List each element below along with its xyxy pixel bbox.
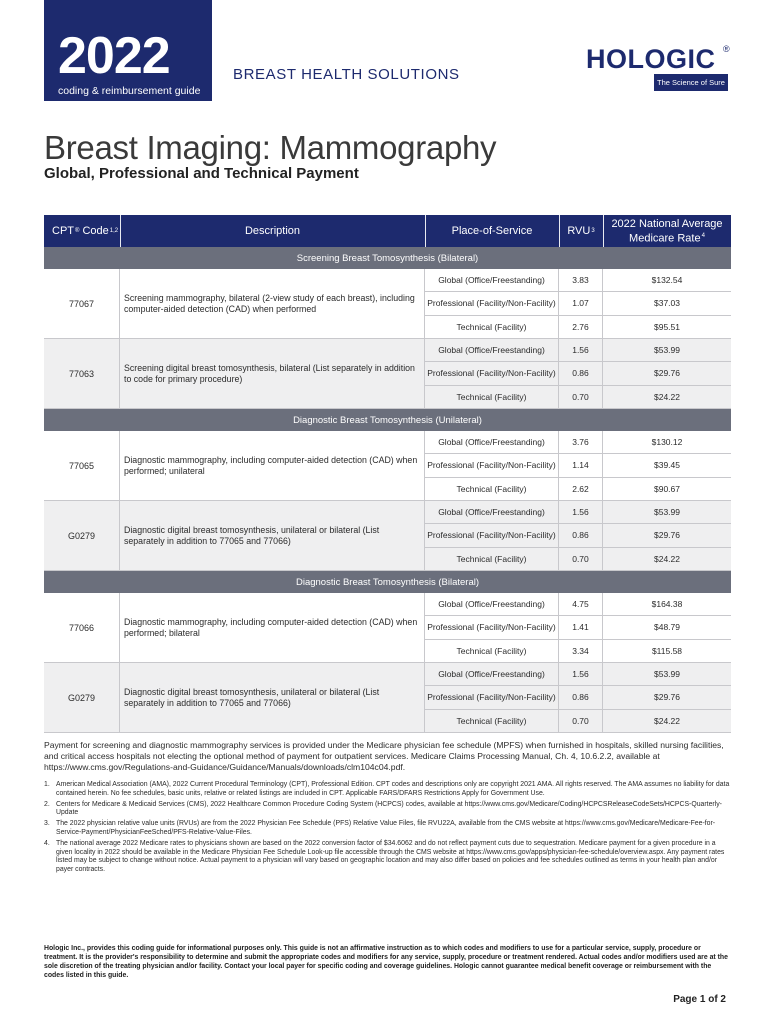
code-description: Diagnostic mammography, including computer-aided detection (CAD) when performed; unilateral [120,431,425,501]
table-row [425,593,731,616]
medicare-rate: $29.76 [654,368,680,379]
code-description: Diagnostic digital breast tomosynthesis, unilateral or bilateral (List separately in addition to 77065 and 77066) [120,501,425,571]
table-row [425,616,731,639]
footnote: 3. The 2022 physician relative value units (RVUs) are from the 2022 Physician Fee Schedule (PFS) Relative Value Files, file RVU22A, available from the CMS website at https://www.cms.gov/Medicare/Medicare-Fee-for-Service-Payment/PhysicianFeeSched/PFS-Relative-Value-Files. [44,820,716,836]
rvu-value: 1.56 [559,501,603,523]
hologic-logo [586,44,731,92]
page-title: Breast Imaging: Mammography [44,129,497,166]
section-heading: Diagnostic Breast Tomosynthesis (Bilateral) [44,571,731,593]
rvu-value: 2.76 [559,316,603,339]
place-of-service: Professional (Facility/Non-Facility) [425,686,559,708]
table-row [425,501,731,524]
header-rvu: RVU 3 [567,225,595,237]
place-of-service: Technical (Facility) [425,710,559,733]
cpt-code: 77063 [44,339,120,409]
header-divider [425,215,426,247]
place-of-service: Global (Office/Freestanding) [425,663,559,685]
table-row [425,292,731,315]
table-row [425,386,731,409]
place-of-service: Global (Office/Freestanding) [425,269,559,291]
table-row [425,478,731,501]
payment-rows [425,593,731,663]
place-of-service: Technical (Facility) [425,640,559,663]
medicare-rate: $39.45 [654,460,680,471]
page-number: Page 1 of 2 [673,994,726,1005]
payment-rows [425,339,731,409]
table-row [425,663,731,686]
code-description: Diagnostic mammography, including computer-aided detection (CAD) when performed; bilateral [120,593,425,663]
rvu-value: 3.34 [559,640,603,663]
cpt-code: G0279 [44,501,120,571]
code-description: Screening digital breast tomosynthesis, bilateral (List separately in addition to code for primary procedure) [120,339,425,409]
place-of-service: Technical (Facility) [425,386,559,409]
payment-table [44,215,731,733]
payment-rows [425,269,731,339]
medicare-rate: $132.54 [651,275,683,286]
rvu-value: 1.07 [559,292,603,314]
footnote: 4. The national average 2022 Medicare rates to physicians shown are based on the 2022 conversion factor of $34.6062 and do not reflect payment cuts due to sequestration. Medicare payment for a given procedure in a given locality in 2022 should be available in the Medicare Physician Fee Schedule Look-up file accessible through the CMS website at https://www.cms.gov/apps/physician-fee-schedule/overview.aspx. Any payment rates listed may be subject to change without notice. Actual payment to a physician will vary based on geographic location and may also differ based on policies and fee schedules outlined as terms in your health plan and/or payer contracts. [44,839,725,874]
table-row [425,640,731,663]
code-group [44,663,731,733]
place-of-service: Global (Office/Freestanding) [425,339,559,361]
medicare-rate: $53.99 [654,669,680,680]
medicare-rate: $29.76 [654,530,680,541]
page-subtitle: Global, Professional and Technical Payment [44,165,359,182]
place-of-service: Professional (Facility/Non-Facility) [425,616,559,638]
medicare-rate: $95.51 [654,322,680,333]
table-row [425,269,731,292]
payment-rows [425,501,731,571]
rvu-value: 1.56 [559,663,603,685]
medicare-rate: $37.03 [654,298,680,309]
logo-registered-mark: ® [723,44,730,54]
rvu-value: 0.86 [559,524,603,546]
place-of-service: Professional (Facility/Non-Facility) [425,524,559,546]
rvu-value: 0.70 [559,710,603,733]
table-row [425,431,731,454]
guide-badge [44,0,212,101]
rvu-value: 2.62 [559,478,603,501]
section-heading: Diagnostic Breast Tomosynthesis (Unilateral) [44,409,731,431]
cpt-code: 77065 [44,431,120,501]
medicare-rate: $29.76 [654,692,680,703]
code-group [44,431,731,501]
medicare-rate: $53.99 [654,345,680,356]
logo-tagline: The Science of Sure [654,74,728,91]
medicare-rate: $24.22 [654,716,680,727]
medicare-rate: $24.22 [654,554,680,565]
logo-wordmark: HOLOGIC [586,44,716,74]
table-row [425,339,731,362]
place-of-service: Professional (Facility/Non-Facility) [425,454,559,476]
place-of-service: Global (Office/Freestanding) [425,431,559,453]
place-of-service: Technical (Facility) [425,316,559,339]
table-header [44,215,731,247]
rvu-value: 0.70 [559,386,603,409]
place-of-service: Professional (Facility/Non-Facility) [425,292,559,314]
place-of-service: Technical (Facility) [425,548,559,571]
medicare-rate: $48.79 [654,622,680,633]
cpt-code: G0279 [44,663,120,733]
code-description: Diagnostic digital breast tomosynthesis, unilateral or bilateral (List separately in addition to 77065 and 77066) [120,663,425,733]
table-row [425,548,731,571]
code-group [44,339,731,409]
code-group [44,501,731,571]
footnote: 1. American Medical Association (AMA), 2022 Current Procedural Terminology (CPT), Professional Edition. CPT codes and descriptions only are copyright 2021 AMA. All rights reserved. The AMA assumes no liability for data contained herein. No fee schedules, basic units, relative or related listings are included in CPT. Applicable FARS/DFARS Restrictions Apply for Government Use. [44,781,730,797]
rvu-value: 0.86 [559,362,603,384]
code-description: Screening mammography, bilateral (2-view study of each breast), including computer-aided detection (CAD) when performed [120,269,425,339]
table-row [425,454,731,477]
payment-note: Payment for screening and diagnostic mammography services is provided under the Medicare physician fee schedule (MPFS) when furnished in hospitals, skilled nursing facilities, and critical access hospitals not electing the optional method of payment for outpatient services. Medicare Claims Processing Manual, Ch. 4, 10.6.2.2, available at https://www.cms.gov/Regulations-and-Guidance/Guidance/Manuals/downloads/clm104c04.pdf. [44,740,724,772]
table-row [425,524,731,547]
rvu-value: 0.86 [559,686,603,708]
header-tagline: BREAST HEALTH SOLUTIONS [233,66,460,83]
medicare-rate: $90.67 [654,484,680,495]
section-heading: Screening Breast Tomosynthesis (Bilateral) [44,247,731,269]
place-of-service: Global (Office/Freestanding) [425,501,559,523]
disclaimer: Hologic Inc., provides this coding guide for informational purposes only. This guide is not an affirmative instruction as to which codes and modifiers to use for a particular service, supply, procedure or treatment. It is the provider's responsibility to determine and submit the appropriate codes and modifiers for any service, supply, procedure or treatment rendered. Actual codes and/or modifiers used are at the sole discretion of the treating physician and/or facility. Contact your local payer for specific coding and coverage guidelines. Hologic cannot guarantee medical benefit coverage or reimbursement with the codes listed in this guide. [44,945,728,979]
header-divider [559,215,560,247]
rvu-value: 0.70 [559,548,603,571]
footnote: 2. Centers for Medicare & Medicaid Services (CMS), 2022 Healthcare Common Procedure Coding System (HCPCS) codes, available at https://www.cms.gov/Medicare/Coding/HCPCSReleaseCodeSets/HCPCS-Quarterly-Update [44,800,722,817]
payment-rows [425,431,731,501]
rvu-value: 3.83 [559,269,603,291]
header-divider [120,215,121,247]
table-row [425,362,731,385]
header-cpt-code: CPT ® Code 1,2 [52,225,119,237]
medicare-rate: $115.58 [651,646,683,657]
header-place-of-service: Place-of-Service [451,225,533,237]
medicare-rate: $53.99 [654,507,680,518]
table-body [44,247,731,733]
footnotes [44,781,731,877]
table-row [425,686,731,709]
rvu-value: 1.41 [559,616,603,638]
rvu-value: 4.75 [559,593,603,615]
medicare-rate: $130.12 [651,437,683,448]
cpt-code: 77067 [44,269,120,339]
header-medicare-rate: 2022 National Average Medicare Rate$^4$ [611,217,723,245]
badge-guide-label: coding & reimbursement guide [58,85,201,97]
payment-rows [425,663,731,733]
rvu-value: 1.56 [559,339,603,361]
place-of-service: Technical (Facility) [425,478,559,501]
place-of-service: Global (Office/Freestanding) [425,593,559,615]
table-row [425,710,731,733]
header-divider [603,215,604,247]
medicare-rate: $24.22 [654,392,680,403]
header-description: Description [244,225,301,237]
medicare-rate: $164.38 [651,599,683,610]
rvu-value: 3.76 [559,431,603,453]
cpt-code: 77066 [44,593,120,663]
badge-year: 2022 [58,27,170,85]
table-row [425,316,731,339]
code-group [44,269,731,339]
place-of-service: Professional (Facility/Non-Facility) [425,362,559,384]
rvu-value: 1.14 [559,454,603,476]
code-group [44,593,731,663]
